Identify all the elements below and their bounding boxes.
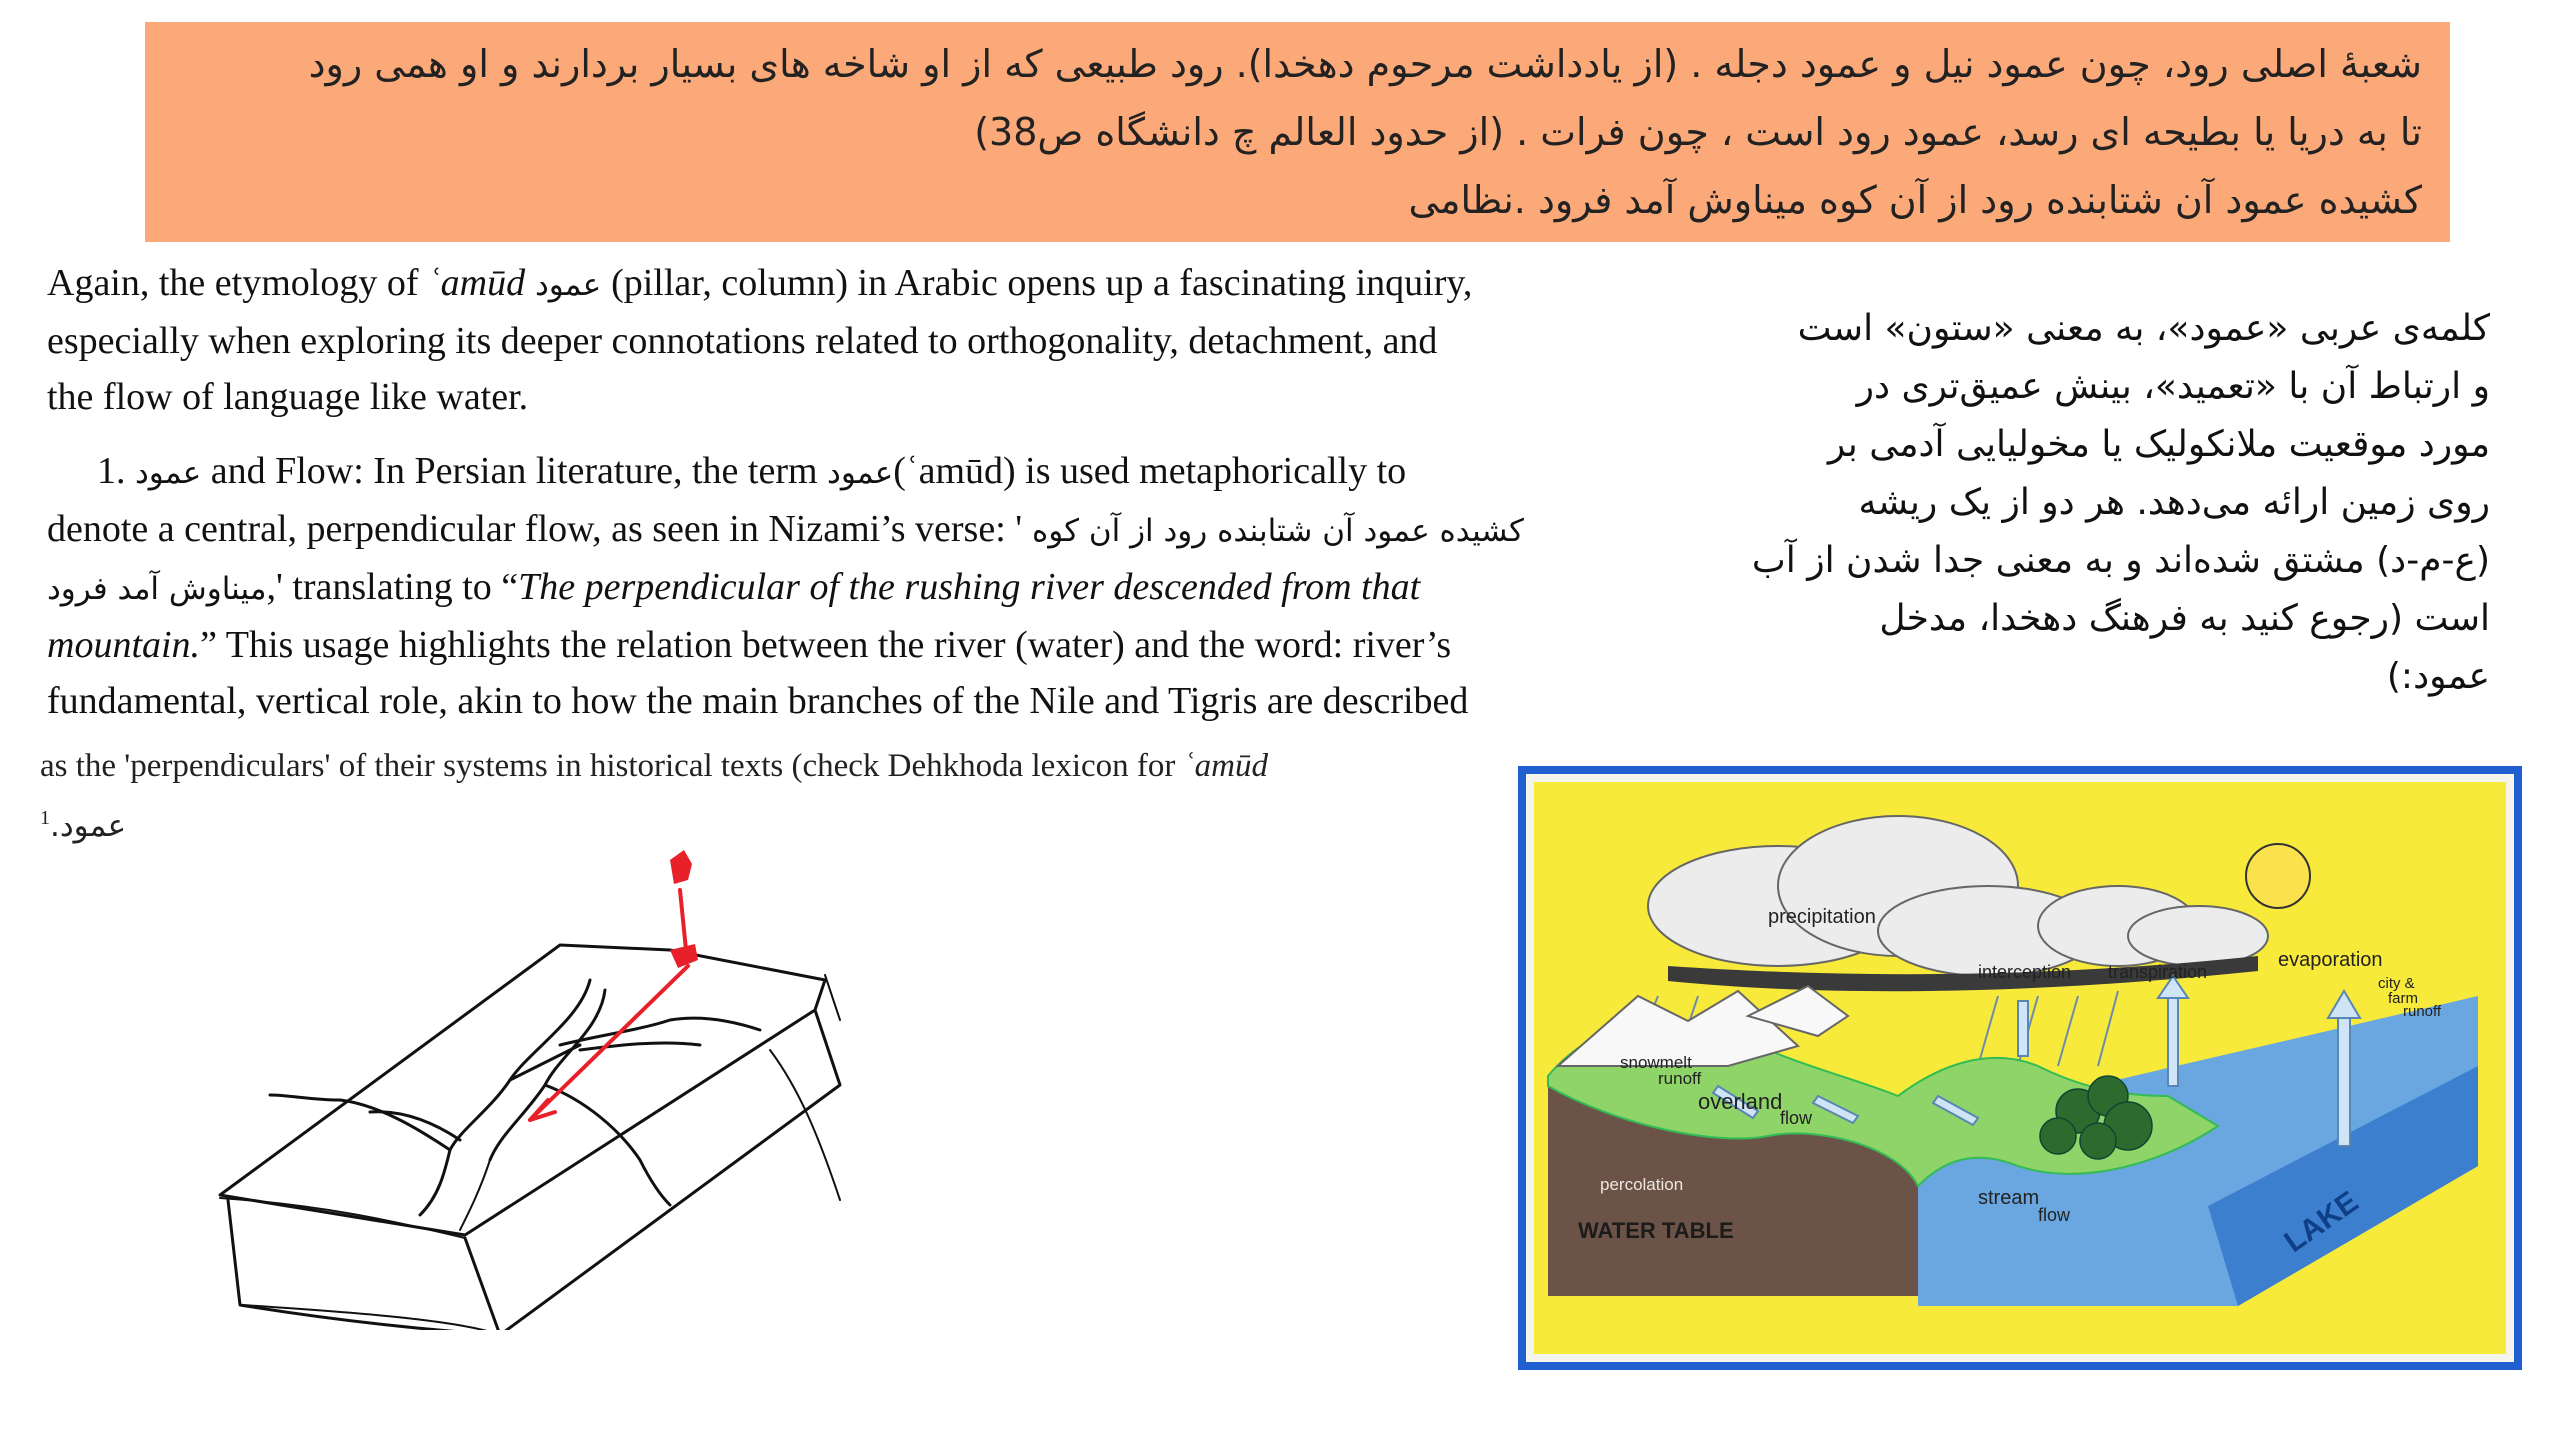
quote-line-2: تا به دریا یا بطیحه ای رسد، عمود رود است ، چون فرات . (از حدود العالم چ دانشگاه ص38) [974, 110, 2422, 154]
fa-line-4: روی زمین ارائه می‌دهد. هر دو از یک ریشه [1858, 482, 2490, 523]
label-snowmelt-1: snowmelt [1620, 1053, 1692, 1072]
para1-line-3: the flow of language like water. [47, 376, 529, 418]
quote-line-3: کشیده عمود آن شتابنده رود از آن کوه میناوش آمد فرود .نظامی [1408, 178, 2422, 222]
slab-top-face [220, 945, 825, 1235]
label-snowmelt-2: runoff [1658, 1069, 1702, 1088]
river-main-channel [420, 980, 590, 1215]
para1-line-2: especially when exploring its deeper connotations related to orthogonality, detachment, and [47, 320, 1438, 362]
label-water-table: WATER TABLE [1578, 1218, 1734, 1243]
paragraph-continuation [40, 740, 1510, 852]
para1-line-1: Again, the etymology of ʿamūd عمود (pillar, column) in Arabic opens up a fascinating inquiry, [47, 262, 1473, 304]
para2-line-3: میناوش آمد فرود,' translating to “The perpendicular of the rushing river descended from that [47, 566, 1421, 608]
fa-line-5: (ع-م-د) مشتق شده‌اند و به معنی جدا شدن از آب [1751, 540, 2490, 581]
label-evaporation: evaporation [2278, 949, 2383, 971]
persian-paragraph [1690, 300, 2490, 706]
red-flame-top [670, 850, 692, 884]
label-precipitation: precipitation [1768, 906, 1876, 928]
para2-line-1: 1. عمود and Flow: In Persian literature, the term عمود(ʿamūd) is used metaphorically to [97, 450, 1407, 492]
label-city-farm-2: farm [2388, 990, 2418, 1007]
quote-line-1: شعبهٔ اصلی رود، چون عمود نیل و عمود دجله . (از یادداشت مرحوم دهخدا). رود طبیعی که از او شاخه های بسیار بردارند و او همی رود [308, 42, 2422, 86]
label-interception: interception [1978, 962, 2072, 982]
label-overland-2: flow [1780, 1108, 1813, 1128]
fa-line-3: مورد موقعیت ملانکولیک یا مخولیایی آدمی بر [1827, 424, 2490, 465]
para3-line-1: as the 'perpendiculars' of their systems in historical texts (check Dehkhoda lexicon for ʿamūd [40, 748, 1268, 784]
para2-line-2: denote a central, perpendicular flow, as seen in Nizami’s verse: ' کشیده عمود آن شتابنده رود از آن کوه [47, 508, 1524, 550]
label-city-farm-1: city & [2378, 975, 2415, 992]
persian-quote-block [145, 22, 2450, 242]
fa-line-6: است (رجوع کنید به فرهنگ دهخدا، مدخل [1879, 598, 2490, 639]
fa-line-7: عمود:) [2386, 656, 2490, 697]
sun-icon [2246, 844, 2310, 908]
label-stream-2: flow [2038, 1205, 2071, 1225]
label-transpiration: transpiration [2108, 962, 2208, 982]
label-overland-1: overland [1698, 1089, 1783, 1114]
label-stream-1: stream [1978, 1187, 2040, 1209]
label-lake: LAKE [2278, 1185, 2365, 1259]
red-star-mark [670, 944, 698, 968]
paragraph-etymology [47, 255, 1647, 425]
fa-line-2: و ارتباط آن با «تعمید»، بینش عمیق‌تری در [1856, 366, 2490, 407]
fa-line-1: کلمه‌ی عربی «عمود»، به معنی «ستون» است [1797, 308, 2490, 349]
water-cycle-diagram [1518, 766, 2522, 1370]
para2-line-5: fundamental, vertical role, akin to how the main branches of the Nile and Tigris are described [47, 680, 1469, 722]
paragraph-flow [47, 443, 1647, 729]
river-sketch-illustration [200, 850, 860, 1330]
para2-line-4: mountain.” This usage highlights the relation between the river (water) and the word: river’s [47, 624, 1452, 666]
label-percolation: percolation [1600, 1175, 1684, 1194]
footnote-marker: 1 [40, 807, 50, 829]
para3-line-2: عمود.$^1$ [40, 807, 127, 844]
label-city-farm-3: runoff [2403, 1003, 2442, 1020]
